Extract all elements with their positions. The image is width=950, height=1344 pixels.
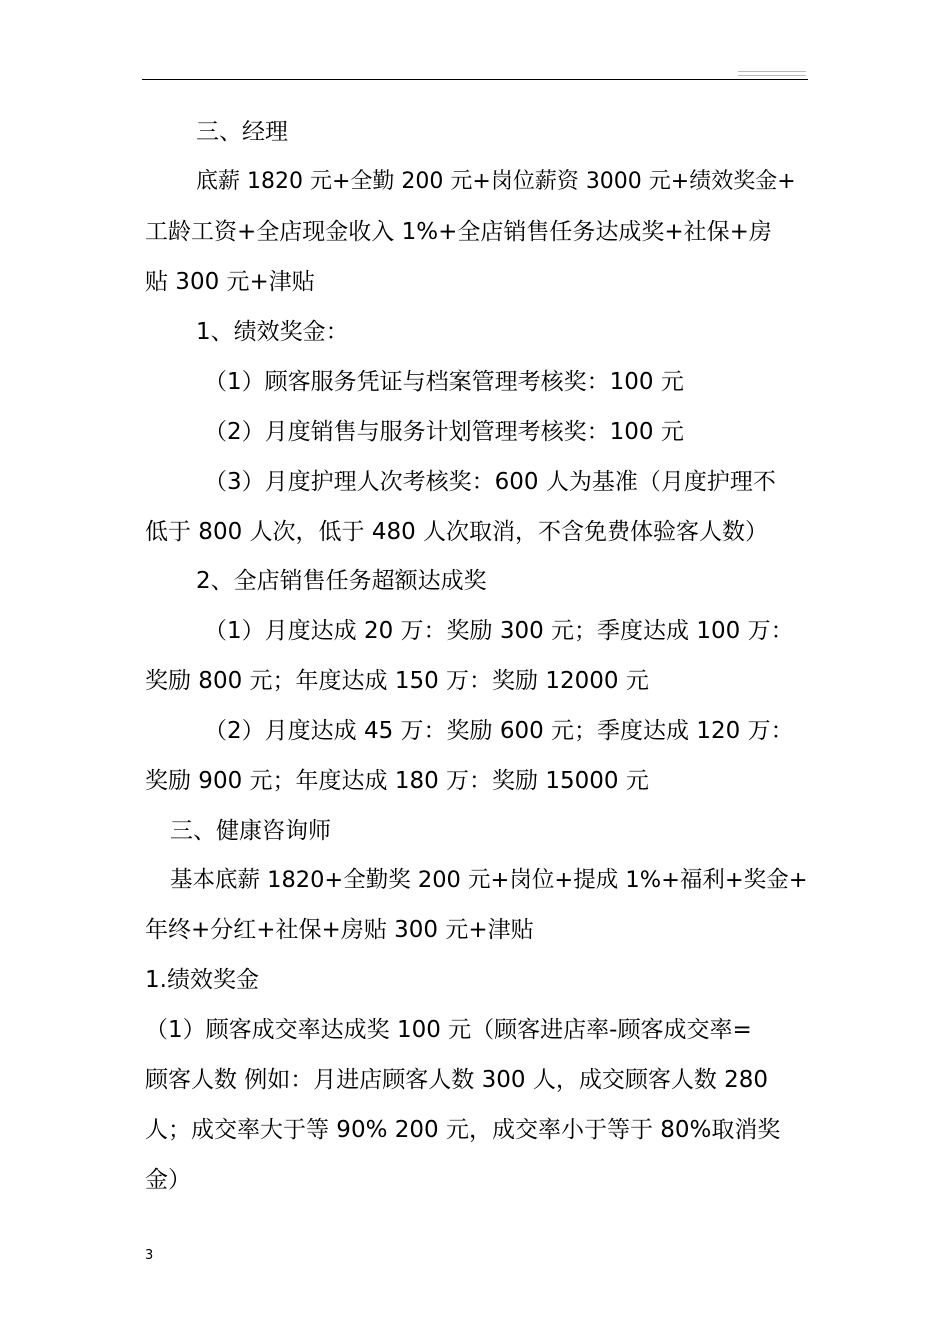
paragraph-line: 金）: [145, 1167, 191, 1193]
paragraph-line: 人；成交率大于等 90% 200 元，成交率小于等于 80%取消奖: [145, 1117, 781, 1143]
paragraph-line: 工龄工资+全店现金收入 1%+全店销售任务达成奖+社保+房: [145, 219, 772, 245]
page-number: 3: [145, 1248, 154, 1263]
list-item: （2）月度达成 45 万：奖励 600 元；季度达成 120 万：: [204, 718, 794, 744]
paragraph-line: 年终+分红+社保+房贴 300 元+津贴: [145, 917, 534, 943]
header-rule: [142, 79, 808, 80]
paragraph-line: 顾客人数 例如：月进店顾客人数 300 人，成交顾客人数 280: [145, 1067, 769, 1093]
paragraph-line: 奖励 900 元；年度达成 180 万：奖励 15000 元: [145, 768, 649, 794]
list-item: （1）月度达成 20 万：奖励 300 元；季度达成 100 万：: [204, 618, 794, 644]
subsection-heading: 2、全店销售任务超额达成奖: [196, 568, 487, 594]
header-mark: [738, 75, 806, 76]
paragraph-line: 贴 300 元+津贴: [145, 269, 315, 295]
section-heading-consultant: 三、健康咨询师: [170, 818, 331, 844]
list-item: （2）月度销售与服务计划管理考核奖：100 元: [204, 419, 684, 445]
header-mark: [738, 71, 806, 72]
paragraph-line: 底薪 1820 元+全勤 200 元+岗位薪资 3000 元+绩效奖金+: [196, 169, 796, 194]
list-item: （1）顾客服务凭证与档案管理考核奖：100 元: [204, 369, 684, 395]
paragraph-line: 基本底薪 1820+全勤奖 200 元+岗位+提成 1%+福利+奖金+: [170, 867, 808, 893]
subsection-heading: 1、绩效奖金：: [196, 319, 349, 345]
section-heading-manager: 三、经理: [196, 119, 288, 145]
paragraph-line: 奖励 800 元；年度达成 150 万：奖励 12000 元: [145, 668, 649, 694]
subsection-heading: 1.绩效奖金: [145, 967, 259, 993]
list-item: （1）顾客成交率达成奖 100 元（顾客进店率-顾客成交率=: [145, 1017, 752, 1043]
list-item: （3）月度护理人次考核奖：600 人为基准（月度护理不: [204, 469, 776, 495]
paragraph-line: 低于 800 人次，低于 480 人次取消，不含免费体验客人数）: [145, 519, 769, 545]
